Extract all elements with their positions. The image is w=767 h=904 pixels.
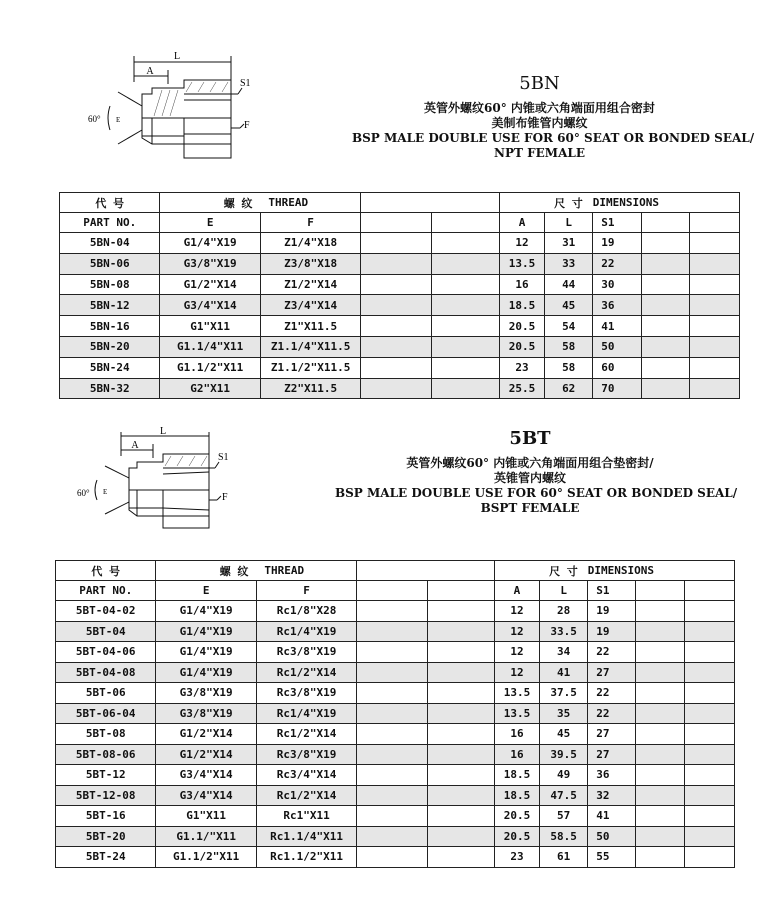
e-label: E: [103, 488, 108, 496]
blank-cell: [689, 378, 739, 399]
blank-cell: [431, 378, 499, 399]
dim-a-cell: 23: [494, 847, 539, 868]
blank-cell: [636, 765, 684, 786]
part-no-cell: 5BT-06: [56, 683, 156, 704]
5bt-fitting-diagram: [75, 424, 265, 534]
blank-cell: [689, 233, 739, 254]
blank-cell: [641, 274, 689, 295]
f-label: F: [244, 120, 250, 131]
blank-cell: [689, 316, 739, 337]
header-s1: S1: [593, 213, 641, 233]
part-no-cell: 5BT-04: [56, 621, 156, 642]
table-row: [60, 274, 740, 295]
thread-f-cell: Rc1/4"X19: [256, 703, 356, 724]
header-s1: S1: [588, 581, 636, 601]
thread-e-cell: G1.1/4"X11: [160, 336, 260, 357]
dim-s1-cell: 22: [588, 683, 636, 704]
product-code: 5BN: [519, 73, 560, 94]
blank-cell: [427, 621, 494, 642]
blank-cell: [689, 295, 739, 316]
header-dim-cn: 尺 寸: [499, 193, 592, 213]
thread-f-cell: Z1/4"X18: [260, 233, 360, 254]
blank-cell: [684, 744, 734, 765]
part-no-cell: 5BT-20: [56, 826, 156, 847]
blank-cell: [431, 253, 499, 274]
table-row: [56, 601, 735, 622]
header-blank-2: [431, 213, 499, 233]
blank-cell: [361, 378, 431, 399]
dim-s1-cell: 55: [588, 847, 636, 868]
blank-cell: [689, 274, 739, 295]
thread-e-cell: G3/4"X14: [156, 785, 256, 806]
blank-cell: [641, 253, 689, 274]
blank-cell: [684, 683, 734, 704]
thread-e-cell: G1/4"X19: [156, 662, 256, 683]
blank-cell: [427, 765, 494, 786]
table-row: [56, 847, 735, 868]
dim-s1-cell: 27: [588, 662, 636, 683]
blank-cell: [427, 806, 494, 827]
blank-cell: [684, 621, 734, 642]
dim-s1-cell: 50: [593, 336, 641, 357]
part-no-cell: 5BT-08: [56, 724, 156, 745]
5bn-table-body: [60, 233, 740, 399]
thread-f-cell: Z1"X11.5: [260, 316, 360, 337]
5bn-spec-table: [59, 192, 740, 399]
dim-s1-cell: 41: [593, 316, 641, 337]
part-no-cell: 5BN-16: [60, 316, 160, 337]
header-l: L: [545, 213, 593, 233]
table-row: [56, 765, 735, 786]
part-no-cell: 5BN-24: [60, 357, 160, 378]
blank-cell: [431, 316, 499, 337]
table-row: [60, 316, 740, 337]
header-part-no: PART NO.: [60, 213, 160, 233]
blank-cell: [689, 357, 739, 378]
part-no-cell: 5BT-12: [56, 765, 156, 786]
dim-l-cell: 47.5: [540, 785, 588, 806]
table-row: [56, 744, 735, 765]
table-row: [60, 357, 740, 378]
table-row: [56, 826, 735, 847]
blank-cell: [641, 378, 689, 399]
dimension-l-label: L: [173, 51, 181, 62]
blank-cell: [636, 826, 684, 847]
thread-e-cell: G1"X11: [160, 316, 260, 337]
thread-e-cell: G1/2"X14: [156, 724, 256, 745]
thread-e-cell: G1/2"X14: [160, 274, 260, 295]
blank-cell: [361, 295, 431, 316]
blank-cell: [684, 662, 734, 683]
dim-l-cell: 33: [545, 253, 593, 274]
blank-cell: [357, 683, 427, 704]
5bt-table-body: [56, 601, 735, 868]
dim-a-cell: 12: [494, 642, 539, 663]
part-no-cell: 5BT-04-08: [56, 662, 156, 683]
5bt-spec-table: [55, 560, 735, 868]
header-e: E: [160, 213, 260, 233]
blank-cell: [684, 642, 734, 663]
thread-e-cell: G3/8"X19: [156, 703, 256, 724]
dim-a-cell: 20.5: [494, 826, 539, 847]
blank-cell: [431, 295, 499, 316]
thread-f-cell: Rc1/2"X14: [256, 785, 356, 806]
dim-s1-cell: 70: [593, 378, 641, 399]
header-thread-en: THREAD: [260, 193, 360, 213]
blank-cell: [641, 336, 689, 357]
dim-l-cell: 58.5: [540, 826, 588, 847]
dim-a-cell: 18.5: [499, 295, 544, 316]
dimension-a-label: A: [131, 440, 139, 451]
thread-e-cell: G1/4"X19: [156, 621, 256, 642]
blank-cell: [684, 703, 734, 724]
dim-s1-cell: 32: [588, 785, 636, 806]
dim-a-cell: 20.5: [499, 336, 544, 357]
thread-e-cell: G3/4"X14: [160, 295, 260, 316]
table-header-row-2: [60, 213, 740, 233]
blank-cell: [636, 703, 684, 724]
part-no-cell: 5BN-06: [60, 253, 160, 274]
dim-l-cell: 61: [540, 847, 588, 868]
thread-f-cell: Z1.1/2"X11.5: [260, 357, 360, 378]
dim-a-cell: 18.5: [494, 785, 539, 806]
dim-a-cell: 16: [494, 744, 539, 765]
dim-a-cell: 13.5: [494, 683, 539, 704]
header-dim-cn: 尺 寸: [494, 561, 587, 581]
blank-cell: [684, 785, 734, 806]
blank-cell: [641, 357, 689, 378]
header-blank-2: [427, 581, 494, 601]
part-no-cell: 5BN-32: [60, 378, 160, 399]
header-thread-cn: 螺 纹: [156, 561, 256, 581]
thread-e-cell: G1"X11: [156, 806, 256, 827]
blank-cell: [684, 765, 734, 786]
thread-f-cell: Rc1/4"X19: [256, 621, 356, 642]
blank-cell: [641, 233, 689, 254]
blank-cell: [427, 683, 494, 704]
title-en-line-1: BSP MALE DOUBLE USE FOR 60° SEAT OR BONDED SEAL/: [352, 131, 755, 145]
blank-cell: [357, 765, 427, 786]
dim-a-cell: 12: [494, 621, 539, 642]
dimension-a-label: A: [146, 66, 154, 77]
header-blank-3: [641, 213, 689, 233]
dim-l-cell: 37.5: [540, 683, 588, 704]
blank-cell: [427, 785, 494, 806]
dim-l-cell: 44: [545, 274, 593, 295]
blank-cell: [427, 724, 494, 745]
dim-s1-cell: 19: [588, 601, 636, 622]
dim-a-cell: 16: [499, 274, 544, 295]
thread-f-cell: Rc1.1/2"X11: [256, 847, 356, 868]
table-row: [56, 683, 735, 704]
blank-cell: [641, 316, 689, 337]
part-no-cell: 5BN-08: [60, 274, 160, 295]
title-cn-line-1: 英管外螺纹60° 内锥或六角端面用组合垫密封/: [406, 456, 654, 470]
header-dim-en: DIMENSIONS: [593, 193, 740, 213]
blank-cell: [361, 253, 431, 274]
blank-cell: [684, 724, 734, 745]
header-f: F: [256, 581, 356, 601]
table-row: [56, 703, 735, 724]
blank-cell: [357, 724, 427, 745]
blank-cell: [636, 662, 684, 683]
thread-f-cell: Rc1/8"X28: [256, 601, 356, 622]
blank-cell: [357, 621, 427, 642]
table-row: [56, 724, 735, 745]
header-f: F: [260, 213, 360, 233]
dim-l-cell: 49: [540, 765, 588, 786]
dim-s1-cell: 60: [593, 357, 641, 378]
title-cn-line-1: 英管外螺纹60° 内锥或六角端面用组合密封: [424, 101, 655, 115]
product-code: 5BT: [509, 428, 551, 449]
thread-e-cell: G1/2"X14: [156, 744, 256, 765]
blank-cell: [684, 826, 734, 847]
dim-a-cell: 13.5: [499, 253, 544, 274]
part-no-cell: 5BT-12-08: [56, 785, 156, 806]
dim-a-cell: 13.5: [494, 703, 539, 724]
blank-cell: [357, 785, 427, 806]
title-en-line-2: BSPT FEMALE: [480, 501, 580, 515]
thread-f-cell: Rc1/2"X14: [256, 662, 356, 683]
table-row: [60, 336, 740, 357]
blank-cell: [357, 662, 427, 683]
dim-s1-cell: 36: [588, 765, 636, 786]
thread-f-cell: Rc3/8"X19: [256, 642, 356, 663]
table-row: [60, 253, 740, 274]
thread-f-cell: Rc1.1/4"X11: [256, 826, 356, 847]
angle-label: 60°: [88, 114, 101, 124]
blank-cell: [636, 785, 684, 806]
dim-s1-cell: 50: [588, 826, 636, 847]
table-row: [56, 642, 735, 663]
thread-f-cell: Z3/4"X14: [260, 295, 360, 316]
dim-s1-cell: 41: [588, 806, 636, 827]
part-no-cell: 5BN-12: [60, 295, 160, 316]
thread-f-cell: Rc3/4"X14: [256, 765, 356, 786]
header-blank-4: [684, 581, 734, 601]
dim-l-cell: 54: [545, 316, 593, 337]
blank-cell: [431, 274, 499, 295]
blank-cell: [636, 847, 684, 868]
thread-f-cell: Z1.1/4"X11.5: [260, 336, 360, 357]
header-empty: [357, 561, 495, 581]
blank-cell: [684, 601, 734, 622]
dim-a-cell: 25.5: [499, 378, 544, 399]
header-a: A: [494, 581, 539, 601]
dim-a-cell: 20.5: [494, 806, 539, 827]
table-header-row-1: [60, 193, 740, 213]
header-thread-en: THREAD: [256, 561, 356, 581]
blank-cell: [427, 826, 494, 847]
part-no-cell: 5BT-16: [56, 806, 156, 827]
header-part-no: PART NO.: [56, 581, 156, 601]
blank-cell: [357, 826, 427, 847]
dim-l-cell: 31: [545, 233, 593, 254]
table-row: [60, 233, 740, 254]
blank-cell: [357, 806, 427, 827]
f-label: F: [222, 492, 228, 503]
table-row: [56, 806, 735, 827]
blank-cell: [689, 253, 739, 274]
header-thread-cn: 螺 纹: [160, 193, 260, 213]
header-e: E: [156, 581, 256, 601]
header-a: A: [499, 213, 544, 233]
dim-l-cell: 41: [540, 662, 588, 683]
dim-l-cell: 35: [540, 703, 588, 724]
blank-cell: [636, 642, 684, 663]
blank-cell: [636, 601, 684, 622]
blank-cell: [636, 806, 684, 827]
blank-cell: [357, 703, 427, 724]
e-label: E: [116, 116, 121, 124]
part-no-cell: 5BT-04-02: [56, 601, 156, 622]
dim-l-cell: 57: [540, 806, 588, 827]
thread-e-cell: G1.1/2"X11: [160, 357, 260, 378]
title-en-line-1: BSP MALE DOUBLE USE FOR 60° SEAT OR BONDED SEAL/: [335, 486, 738, 500]
blank-cell: [427, 601, 494, 622]
header-blank-1: [361, 213, 431, 233]
blank-cell: [431, 233, 499, 254]
dim-a-cell: 12: [494, 601, 539, 622]
thread-f-cell: Rc1/2"X14: [256, 724, 356, 745]
dim-s1-cell: 27: [588, 724, 636, 745]
blank-cell: [636, 744, 684, 765]
part-no-cell: 5BN-20: [60, 336, 160, 357]
dim-a-cell: 16: [494, 724, 539, 745]
header-code-cn: 代 号: [60, 193, 160, 213]
thread-e-cell: G1/4"X19: [160, 233, 260, 254]
thread-f-cell: Rc3/8"X19: [256, 683, 356, 704]
dim-a-cell: 12: [499, 233, 544, 254]
thread-e-cell: G1.1/"X11: [156, 826, 256, 847]
dim-l-cell: 33.5: [540, 621, 588, 642]
table-header-row-2: [56, 581, 735, 601]
thread-f-cell: Rc1"X11: [256, 806, 356, 827]
thread-e-cell: G1/4"X19: [156, 642, 256, 663]
blank-cell: [431, 357, 499, 378]
blank-cell: [357, 601, 427, 622]
blank-cell: [427, 744, 494, 765]
thread-e-cell: G3/4"X14: [156, 765, 256, 786]
header-code-cn: 代 号: [56, 561, 156, 581]
dim-a-cell: 12: [494, 662, 539, 683]
dim-l-cell: 58: [545, 357, 593, 378]
thread-e-cell: G1.1/2"X11: [156, 847, 256, 868]
part-no-cell: 5BT-24: [56, 847, 156, 868]
thread-e-cell: G2"X11: [160, 378, 260, 399]
dim-l-cell: 45: [545, 295, 593, 316]
blank-cell: [361, 336, 431, 357]
thread-f-cell: Rc3/8"X19: [256, 744, 356, 765]
blank-cell: [361, 274, 431, 295]
dim-s1-cell: 19: [593, 233, 641, 254]
title-cn-line-2: 美制布锥管内螺纹: [491, 116, 588, 130]
blank-cell: [357, 642, 427, 663]
dim-s1-cell: 22: [593, 253, 641, 274]
dim-s1-cell: 22: [588, 642, 636, 663]
dim-l-cell: 39.5: [540, 744, 588, 765]
5bn-fitting-diagram: [80, 48, 270, 168]
part-no-cell: 5BT-04-06: [56, 642, 156, 663]
part-no-cell: 5BT-06-04: [56, 703, 156, 724]
dim-l-cell: 58: [545, 336, 593, 357]
header-empty: [361, 193, 500, 213]
thread-e-cell: G1/4"X19: [156, 601, 256, 622]
blank-cell: [684, 806, 734, 827]
blank-cell: [357, 847, 427, 868]
blank-cell: [427, 703, 494, 724]
blank-cell: [636, 621, 684, 642]
dim-s1-cell: 19: [588, 621, 636, 642]
blank-cell: [636, 683, 684, 704]
blank-cell: [427, 847, 494, 868]
dim-l-cell: 28: [540, 601, 588, 622]
thread-f-cell: Z1/2"X14: [260, 274, 360, 295]
5bn-title-block: [352, 73, 755, 161]
dim-a-cell: 18.5: [494, 765, 539, 786]
blank-cell: [636, 724, 684, 745]
5bt-title-block: [335, 428, 738, 516]
header-l: L: [540, 581, 588, 601]
thread-f-cell: Z3/8"X18: [260, 253, 360, 274]
header-blank-4: [689, 213, 739, 233]
dim-l-cell: 45: [540, 724, 588, 745]
title-en-line-2: NPT FEMALE: [494, 146, 585, 160]
angle-label: 60°: [77, 488, 90, 498]
blank-cell: [689, 336, 739, 357]
blank-cell: [431, 336, 499, 357]
dim-l-cell: 34: [540, 642, 588, 663]
s1-label: S1: [218, 452, 229, 463]
blank-cell: [684, 847, 734, 868]
dim-s1-cell: 30: [593, 274, 641, 295]
blank-cell: [641, 295, 689, 316]
dim-l-cell: 62: [545, 378, 593, 399]
table-header-row-1: [56, 561, 735, 581]
header-blank-3: [636, 581, 684, 601]
thread-e-cell: G3/8"X19: [156, 683, 256, 704]
table-row: [56, 662, 735, 683]
dim-s1-cell: 27: [588, 744, 636, 765]
dim-a-cell: 23: [499, 357, 544, 378]
header-blank-1: [357, 581, 427, 601]
thread-e-cell: G3/8"X19: [160, 253, 260, 274]
header-dim-en: DIMENSIONS: [588, 561, 735, 581]
blank-cell: [427, 662, 494, 683]
blank-cell: [427, 642, 494, 663]
table-row: [56, 621, 735, 642]
blank-cell: [361, 233, 431, 254]
dim-s1-cell: 22: [588, 703, 636, 724]
part-no-cell: 5BT-08-06: [56, 744, 156, 765]
table-row: [56, 785, 735, 806]
part-no-cell: 5BN-04: [60, 233, 160, 254]
blank-cell: [357, 744, 427, 765]
s1-label: S1: [240, 78, 251, 89]
blank-cell: [361, 316, 431, 337]
blank-cell: [361, 357, 431, 378]
dimension-l-label: L: [159, 426, 167, 437]
table-row: [60, 378, 740, 399]
dim-a-cell: 20.5: [499, 316, 544, 337]
table-row: [60, 295, 740, 316]
title-cn-line-2: 英锥管内螺纹: [493, 471, 566, 485]
thread-f-cell: Z2"X11.5: [260, 378, 360, 399]
dim-s1-cell: 36: [593, 295, 641, 316]
